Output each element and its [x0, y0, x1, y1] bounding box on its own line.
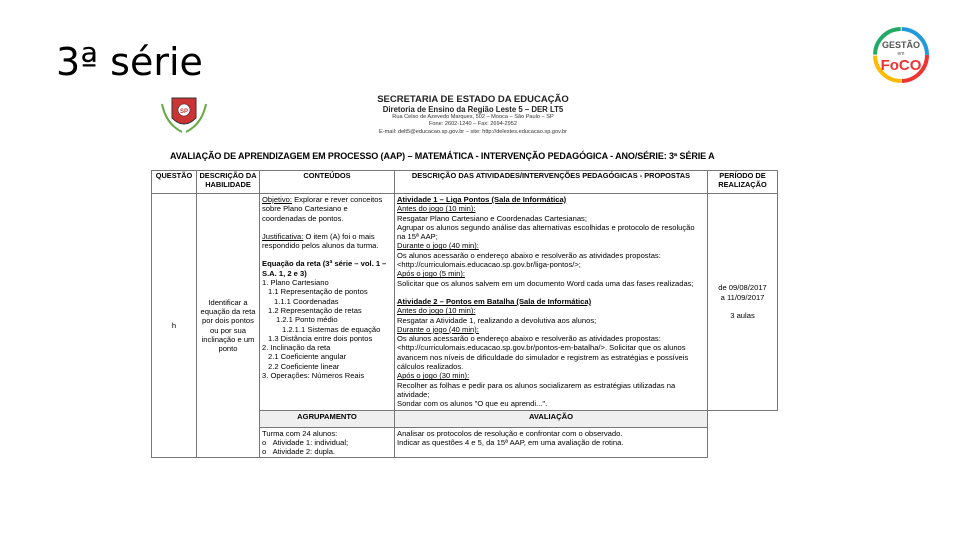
col-conteudos: CONTEÚDOS — [260, 171, 395, 194]
agrupamento-header: AGRUPAMENTO — [260, 410, 395, 427]
atividade-2-title: Atividade 2 – Pontos em Batalha (Sala de Informática) — [397, 296, 592, 306]
list-item: o Atividade 2: dupla. — [262, 447, 336, 457]
avaliacao-cell — [395, 427, 708, 458]
aap-title: AVALIAÇÃO DE APRENDIZAGEM EM PROCESSO (AAP) – MATEMÁTICA - INTERVENÇÃO PEDAGÓGICA - ANO/SÉRIE: 3ª SÉRIE A — [170, 151, 715, 161]
periodo-end: a 11/09/2017 — [720, 292, 765, 302]
list-item: Sondar com os alunos "O que eu aprendi...". — [397, 399, 548, 409]
list-item: Resgatar Plano Cartesiano e Coordenadas Cartesianas; — [397, 213, 587, 223]
list-item: Os alunos acessarão o endereço abaixo e resolverão as atividades propostas: <http://curriculomais.educacao.sp.gov.br/pontos-em-batalha/>. Solicitar que os alunos avancem nos níveis de dificuldade do simulador e registrem as estratégias e possíveis cálculos realizados. — [397, 334, 689, 372]
list-item: Turma com 24 alunos: — [262, 428, 338, 438]
col-questao: QUESTÃO — [152, 171, 197, 194]
list-item: 1.1 Representação de pontos — [268, 287, 368, 297]
header-phone: Fone: 2602-1240 – Fax: 2694-2952 — [428, 121, 517, 128]
list-item: 1.3 Distância entre dois pontos — [268, 333, 373, 343]
list-item: <http://curriculomais.educacao.sp.gov.br/liga-pontos/>; — [397, 260, 581, 270]
list-item: 1. Plano Cartesiano — [262, 278, 329, 288]
list-item: Antes do jogo (10 min): — [397, 204, 476, 214]
list-item: Durante o jogo (40 min): — [397, 241, 479, 251]
header-email: E-mail: delt5@educacao.sp.gov.br – site: http://delestes.educacao.sp.gov.br — [379, 128, 567, 135]
list-item: Durante o jogo (40 min): — [397, 324, 479, 334]
list-item: Solicitar que os alunos salvem em um documento Word cada uma das fases realizadas; — [397, 278, 694, 288]
svg-text:em: em — [897, 51, 905, 57]
list-item: o Atividade 1: individual; — [262, 437, 349, 447]
slide-title: 3ª série — [56, 40, 203, 84]
list-item: Analisar os protocolos de resolução e confrontar com o observado. — [397, 428, 623, 438]
equacao-title: Equação da reta (3ª série – vol. 1 – S.A. 1, 2 e 3) — [262, 259, 387, 278]
questao-cell: h — [152, 194, 197, 458]
periodo-aulas: 3 aulas — [730, 310, 755, 320]
list-item: 1.2 Representação de retas — [268, 305, 362, 315]
col-periodo: PERÍODO DE REALIZAÇÃO — [708, 171, 778, 194]
list-item: 3. Operações: Números Reais — [262, 371, 365, 381]
avaliacao-header: AVALIAÇÃO — [395, 410, 708, 427]
svg-text:GESTÃO: GESTÃO — [881, 40, 921, 50]
table-header-row — [152, 171, 778, 194]
svg-text:FoCO: FoCO — [880, 57, 922, 74]
habilidade-cell: Identificar a equação da reta por dois pontos ou por sua inclinação e um ponto — [197, 194, 260, 458]
atividade-1-title: Atividade 1 – Liga Pontos (Sala de Informática) — [397, 195, 567, 204]
periodo-start: de 09/08/2017 — [718, 283, 767, 293]
atividades-cell — [395, 194, 708, 411]
conteudos-cell — [260, 194, 395, 411]
list-item: Resgatar a Atividade 1, realizando a devolutiva aos alunos; — [397, 315, 597, 325]
header-diretoria: Diretoria de Ensino da Região Leste 5 – DER LT5 — [382, 105, 564, 114]
list-item: Indicar as questões 4 e 5, da 15ª AAP, em uma avaliação de rotina. — [397, 437, 624, 447]
justificativa-text: Justificativa: O item (A) foi o mais respondido pelos alunos da turma. — [262, 231, 379, 251]
header-address: Rua Celso de Azevedo Marques, 502 – Mooca – São Paulo – SP — [392, 114, 554, 120]
list-item: 1.2.1.1 Sistemas de equação — [282, 324, 381, 334]
list-item: Agrupar os alunos segundo análise das alternativas escolhidas e protocolo de resolução na 15ª AAP; — [397, 222, 695, 242]
col-atividades: DESCRIÇÃO DAS ATIVIDADES/INTERVENÇÕES PEDAGÓGICAS - PROPOSTAS — [395, 171, 708, 194]
svg-text:SP: SP — [179, 109, 189, 115]
list-item: 2.1 Coeficiente angular — [268, 352, 347, 362]
list-item: Após o jogo (30 min): — [397, 371, 470, 381]
objetivo-text: Objetivo: Explorar e rever conceitos sobre Plano Cartesiano e coordenadas de pontos. — [262, 195, 383, 223]
periodo-cell — [708, 194, 778, 411]
agrupamento-cell — [260, 427, 395, 458]
intervention-table — [151, 170, 778, 458]
document-image — [148, 88, 788, 520]
document-header — [348, 94, 598, 136]
list-item: 1.1.1 Coordenadas — [274, 296, 339, 306]
list-item: 2. Inclinação da reta — [262, 343, 331, 353]
list-item: 2.2 Coeficiente linear — [268, 361, 340, 371]
col-habilidade: DESCRIÇÃO DA HABILIDADE — [197, 171, 260, 194]
gestao-em-foco-logo — [872, 26, 930, 84]
table-row — [152, 194, 778, 411]
list-item: 1.2.1 Ponto médio — [276, 315, 338, 325]
list-item: Após o jogo (5 min): — [397, 269, 465, 279]
list-item: Os alunos acessarão o endereço abaixo e resolverão as atividades propostas: — [397, 250, 661, 260]
sp-seal-icon — [158, 90, 210, 138]
header-secretaria: SECRETARIA DE ESTADO DA EDUCAÇÃO — [377, 94, 569, 105]
list-item: Antes do jogo (10 min): — [397, 306, 476, 316]
list-item: Recolher as folhas e pedir para os alunos socializarem as estratégias utilizadas na atividade; — [397, 380, 676, 399]
